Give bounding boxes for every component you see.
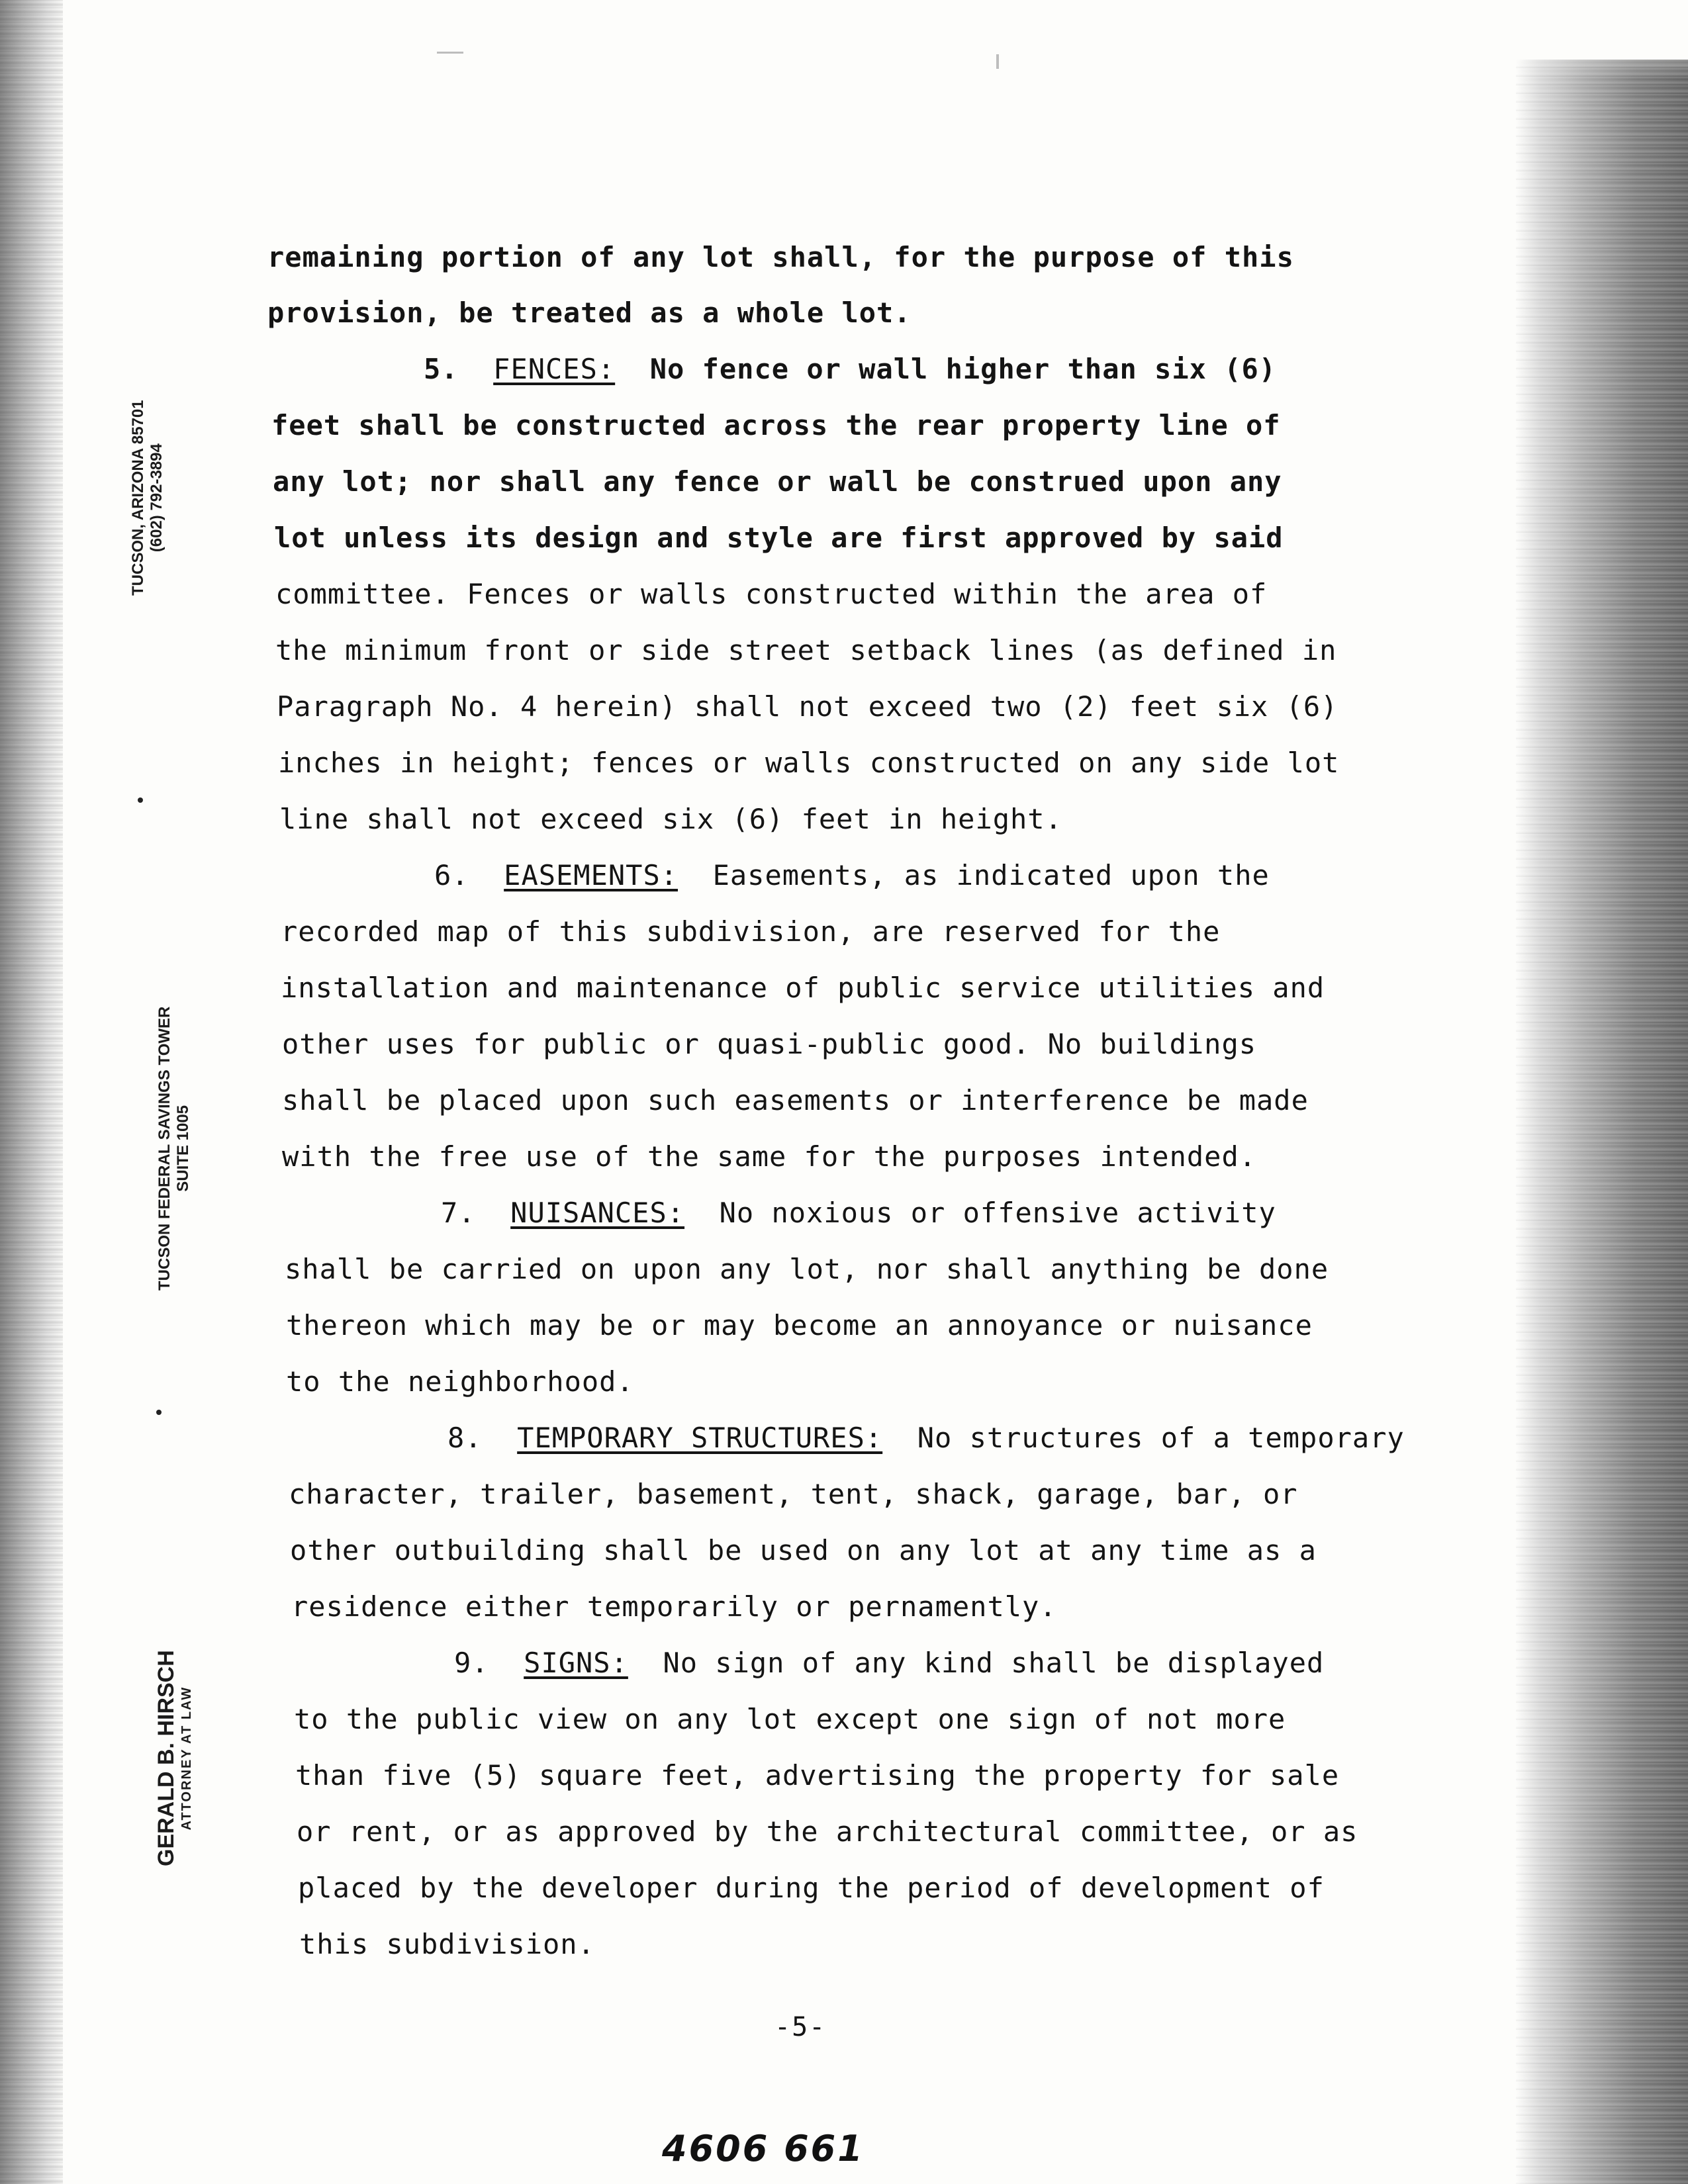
text-line: recorded map of this subdivision, are reserved for the <box>281 915 1221 948</box>
text-line: placed by the developer during the period of development of <box>298 1872 1325 1904</box>
section-9-heading-line: 9. SIGNS: No sign of any kind shall be displayed <box>454 1647 1325 1679</box>
text-line: line shall not exceed six (6) feet in height. <box>279 803 1062 835</box>
scan-edge-left <box>0 0 63 2184</box>
section-number: 8. <box>447 1422 483 1454</box>
section-heading: NUISANCES: <box>510 1197 685 1229</box>
text-line: provision, be treated as a whole lot. <box>267 296 912 329</box>
scan-edge-right <box>1516 60 1688 2184</box>
letterhead-city: TUCSON, ARIZONA 85701 <box>129 400 147 596</box>
text-line: committee. Fences or walls constructed within the area of <box>275 578 1268 610</box>
section-6-heading-line: 6. EASEMENTS: Easements, as indicated upon the <box>434 859 1270 891</box>
text-line: the minimum front or side street setback lines (as defined in <box>275 634 1337 666</box>
text-line: remaining portion of any lot shall, for the purpose of this <box>267 241 1294 273</box>
text-line: shall be placed upon such easements or interference be made <box>282 1084 1309 1116</box>
section-number: 6. <box>434 859 469 891</box>
text-line: this subdivision. <box>299 1928 595 1960</box>
letterhead-building <box>156 1007 192 1291</box>
margin-dot <box>138 797 143 803</box>
letterhead-attorney <box>154 1650 195 1866</box>
text-line: thereon which may be or may become an annoyance or nuisance <box>286 1309 1313 1342</box>
text-line: any lot; nor shall any fence or wall be construed upon any <box>273 465 1282 498</box>
docket-stamp: 4606 661 <box>662 2128 865 2169</box>
letterhead-address <box>129 400 165 596</box>
letterhead-suite: SUITE 1005 <box>173 1105 192 1192</box>
letterhead-building-name: TUCSON FEDERAL SAVINGS TOWER <box>156 1006 173 1291</box>
section-5-heading-line: 5. FENCES: No fence or wall higher than six (6) <box>424 353 1277 385</box>
section-number: 9. <box>454 1647 489 1679</box>
section-heading: EASEMENTS: <box>504 859 679 891</box>
text-line: with the free use of the same for the purposes intended. <box>282 1140 1257 1173</box>
scan-edge-right-fade <box>1516 0 1688 79</box>
text-line: feet shall be constructed across the rear property line of <box>271 409 1281 441</box>
text-line: or rent, or as approved by the architectural committee, or as <box>297 1815 1358 1848</box>
scan-mark <box>437 52 463 54</box>
letterhead-attorney-name: GERALD B. HIRSCH <box>154 1650 179 1866</box>
text-line: installation and maintenance of public service utilities and <box>281 972 1325 1004</box>
text-line: to the neighborhood. <box>286 1365 634 1398</box>
section-heading: FENCES: <box>493 353 616 385</box>
scan-mark <box>996 54 999 69</box>
section-heading: SIGNS: <box>524 1647 628 1679</box>
text-line: residence either temporarily or pernamently. <box>291 1590 1057 1623</box>
text-line: inches in height; fences or walls constructed on any side lot <box>278 747 1340 779</box>
letterhead-attorney-title: ATTORNEY AT LAW <box>179 1686 195 1831</box>
section-number: 5. <box>424 353 459 385</box>
section-8-heading-line: 8. TEMPORARY STRUCTURES: No structures of a temporary <box>447 1422 1405 1454</box>
text-line: Paragraph No. 4 herein) shall not exceed two (2) feet six (6) <box>277 690 1338 723</box>
text-line: shall be carried on upon any lot, nor shall anything be done <box>285 1253 1329 1285</box>
text-line: character, trailer, basement, tent, shack, garage, bar, or <box>289 1478 1298 1510</box>
letterhead-phone: (602) 792-3894 <box>147 443 165 553</box>
margin-dot <box>156 1410 162 1415</box>
text-line: than five (5) square feet, advertising the property for sale <box>295 1759 1340 1792</box>
text-line: to the public view on any lot except one sign of not more <box>294 1703 1286 1735</box>
text-line: other outbuilding shall be used on any lot at any time as a <box>290 1534 1317 1567</box>
text-line: lot unless its design and style are first approved by said <box>274 522 1284 554</box>
section-7-heading-line: 7. NUISANCES: No noxious or offensive activity <box>441 1197 1276 1229</box>
section-number: 7. <box>441 1197 476 1229</box>
page-number: -5- <box>774 2012 827 2042</box>
section-heading: TEMPORARY STRUCTURES: <box>517 1422 883 1454</box>
text-line: other uses for public or quasi-public good. No buildings <box>282 1028 1257 1060</box>
